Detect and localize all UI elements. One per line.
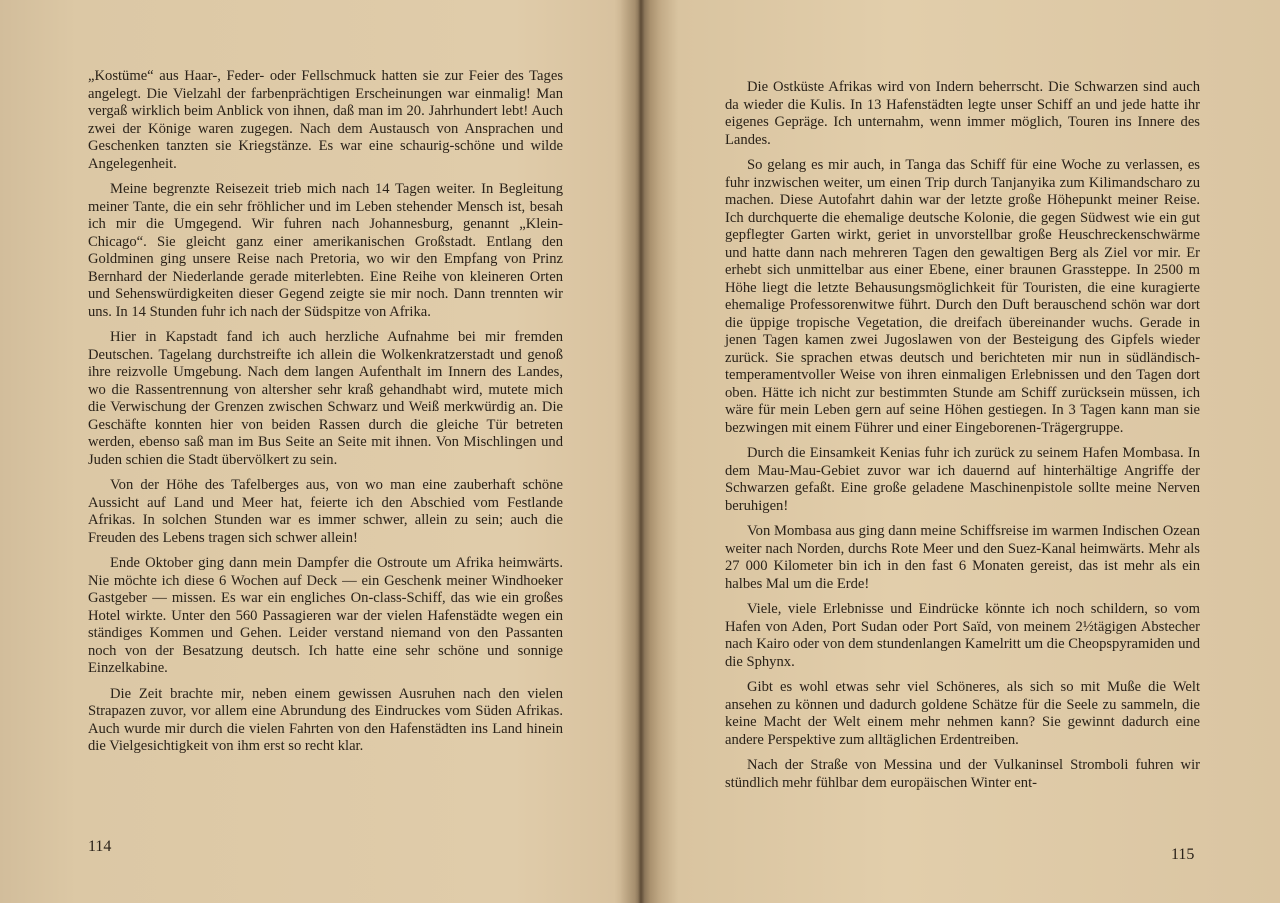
paragraph: Viele, viele Erlebnisse und Eindrücke könnte ich noch schildern, so vom Hafen von Aden, Port Sudan oder Port Saïd, von meinem 2½tägigen Abstecher nach Kairo oder von dem stundenlangen Kamelritt um die Cheopspyramiden und die Sphynx. — [725, 601, 1200, 670]
left-page-text — [88, 68, 563, 764]
paragraph: So gelang es mir auch, in Tanga das Schiff für eine Woche zu verlassen, es fuhr inzwischen weiter, um einen Trip durch Tanjanyika zum Kilimandscharo zu machen. Diese Autofahrt dahin war der letzte große Höhepunkt meiner Reise. Ich durchquerte die ehemalige deutsche Kolonie, die gegen Südwest wie ein gut gepflegter Garten wirkt, geriet in unvorstellbar große Heuschreckenschwärme und hatte dann nach mehreren Tagen den gewaltigen Berg als Ziel vor mir. Er erhebt sich unmittelbar aus einer Ebene, einer braunen Grassteppe. In 2500 m Höhe liegt die letzte Behausungsmöglichkeit für Touristen, die eine kuragierte ehemalige Professorenwitwe führt. Durch den Duft berauschend schön war dort die üppige tropische Vegetation, die dreifach übereinander wuchs. Gerade in jenen Tagen kamen zwei Jugoslawen von der Besteigung des Gipfels wieder zurück. Sie sprachen etwas deutsch und berichteten mir nun in südländisch-temperamentvoller Weise von ihren einmaligen Erlebnissen und den Tagen dort oben. Hätte ich nicht zur bestimmten Stunde am Schiff zurücksein müssen, ich wäre für mein Leben gern auf seine Höhen gestiegen. In 3 Tagen kann man sie bezwingen mit einem Führer und einer Eingeborenen-Trägergruppe. — [725, 157, 1200, 436]
paragraph: Von Mombasa aus ging dann meine Schiffsreise im warmen Indischen Ozean weiter nach Norden, durchs Rote Meer und den Suez-Kanal heimwärts. Mehr als 27 000 Kilometer bin ich in den fast 6 Monaten gereist, das ist mehr als ein halbes Mal um die Erde! — [725, 523, 1200, 592]
paragraph: Hier in Kapstadt fand ich auch herzliche Aufnahme bei mir fremden Deutschen. Tagelang durchstreifte ich allein die Wolkenkratzerstadt und genoß ihre reizvolle Umgebung. Nach dem langen Aufenthalt im Innern des Landes, wo die Rassentrennung von altersher sehr kraß gehandhabt wird, mutete mich die Verwischung der Grenzen zwischen Schwarz und Weiß merkwürdig an. Die Geschäfte konnten hier von beiden Rassen durch die gleiche Tür betreten werden, ebenso saß man im Bus Seite an Seite mit ihnen. Von Mischlingen und Juden schien die Stadt übervölkert zu sein. — [88, 329, 563, 468]
paragraph: Nach der Straße von Messina und der Vulkaninsel Stromboli fuhren wir stündlich mehr fühlbar dem europäischen Winter ent- — [725, 757, 1200, 791]
paragraph: Von der Höhe des Tafelberges aus, von wo man eine zauberhaft schöne Aussicht auf Land und Meer hat, feierte ich den Abschied vom Festlande Afrikas. In solchen Stunden war es immer schwer, allein zu sein; auch die Freuden des Lebens tragen sich schwer allein! — [88, 477, 563, 546]
paragraph: „Kostüme“ aus Haar-, Feder- oder Fellschmuck hatten sie zur Feier des Tages angelegt. Die Vielzahl der farbenprächtigen Erscheinungen war einmalig! Man vergaß wirklich beim Anblick von ihnen, daß man im 20. Jahrhundert lebt! Auch zwei der Könige waren zugegen. Nach dem Austausch von Ansprachen und Geschenken tanzten sie Kriegstänze. Es war eine schaurig-schöne und wilde Angelegenheit. — [88, 68, 563, 172]
paragraph: Gibt es wohl etwas sehr viel Schöneres, als sich so mit Muße die Welt ansehen zu können und dadurch goldene Schätze für die Seele zu sammeln, die keine Macht der Welt einem mehr nehmen kann? Sie gewinnt dadurch eine andere Perspektive zum alltäglichen Erdentreiben. — [725, 679, 1200, 748]
book-gutter — [620, 0, 660, 903]
paragraph: Meine begrenzte Reisezeit trieb mich nach 14 Tagen weiter. In Begleitung meiner Tante, die ein sehr fröhlicher und im Leben stehender Mensch ist, besah ich mir die Umgegend. Wir fuhren nach Johannesburg, genannt „Klein-Chicago“. Sie gleicht ganz einer amerikanischen Großstadt. Entlang den Goldminen ging unsere Reise nach Pretoria, wo wir den Empfang von Prinz Bernhard der Niederlande gerade miterlebten. Eine Reihe von kleineren Orten und Sehenswürdigkeiten dieser Gegend zeigte sie mir noch. Dann trennten wir uns. In 14 Stunden fuhr ich nach der Südspitze von Afrika. — [88, 181, 563, 320]
paragraph: Durch die Einsamkeit Kenias fuhr ich zurück zu seinem Hafen Mombasa. In dem Mau-Mau-Gebiet zuvor war ich dauernd auf hinterhältige Angriffe der Schwarzen gefaßt. Eine große geladene Maschinenpistole sollte meine Nerven beruhigen! — [725, 445, 1200, 514]
paragraph: Die Ostküste Afrikas wird von Indern beherrscht. Die Schwarzen sind auch da wieder die Kulis. In 13 Hafenstädten legte unser Schiff an und jede hatte ihr eigenes Gepräge. Ich unternahm, wenn immer möglich, Touren ins Innere des Landes. — [725, 79, 1200, 148]
page-number: 114 — [88, 838, 112, 855]
right-page — [641, 0, 1280, 903]
paragraph: Ende Oktober ging dann mein Dampfer die Ostroute um Afrika heimwärts. Nie möchte ich diese 6 Wochen auf Deck — ein Geschenk meiner Windhoeker Gastgeber — missen. Es war ein engliches On-class-Schiff, das wie ein großes Hotel wirkte. Unter den 560 Passagieren war der vielen Hafenstädte wegen ein ständiges Kommen und Gehen. Leider verstand niemand von den Passanten noch von der Besatzung deutsch. Ich hatte eine sehr schöne und sonnige Einzelkabine. — [88, 555, 563, 676]
paragraph: Die Zeit brachte mir, neben einem gewissen Ausruhen nach den vielen Strapazen zuvor, vor allem eine Abrundung des Eindruckes vom Süden Afrikas. Auch wurde mir durch die vielen Fahrten von den Hafenstädten ins Land hinein die Vielgesichtigkeit von ihm erst so recht klar. — [88, 685, 563, 754]
right-page-text — [725, 79, 1200, 800]
page-number: 115 — [1171, 846, 1195, 863]
